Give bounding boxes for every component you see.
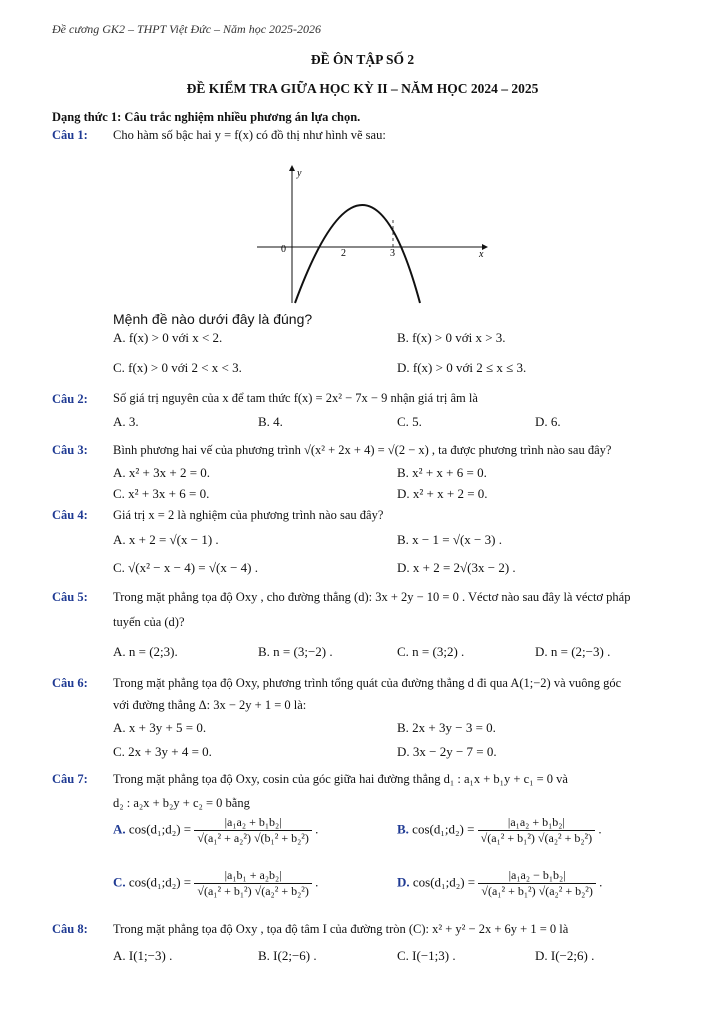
q8-option-d[interactable]: D. I(−2;6) . [535,948,595,963]
q7-text-cont: d₂ : a₂x + b₂y + c₂ = 0 bằng [113,796,250,810]
x-axis-label: x [479,249,484,260]
q6-option-a[interactable]: A. x + 3y + 5 = 0. [113,720,207,735]
q1-option-a[interactable]: A. f(x) > 0 với x < 2. [113,330,223,345]
q1-label: Câu 1: [52,128,88,142]
tick-2: 2 [341,248,346,259]
q6-option-d[interactable]: D. 3x − 2y − 7 = 0. [397,744,497,759]
q4-option-d[interactable]: D. x + 2 = 2√(3x − 2) . [397,560,516,575]
q5-option-b[interactable]: B. n = (3;−2) . [258,644,333,659]
q1-text: Cho hàm số bậc hai y = f(x) có đồ thị như hình vẽ sau: [113,128,386,142]
q2-option-b[interactable]: B. 4. [258,414,283,429]
q7-text: Trong mặt phẳng tọa độ Oxy, cosin của góc giữa hai đường thẳng d₁ : a₁x + b₁y + c₁ = 0 và [113,772,568,786]
q2-text: Số giá trị nguyên của x để tam thức f(x) = 2x² − 7x − 9 nhận giá trị âm là [113,391,478,405]
q5-text: Trong mặt phẳng tọa độ Oxy , cho đường thẳng (d): 3x + 2y − 10 = 0 . Véctơ nào sau đây là véctơ pháp [113,590,631,604]
q8-label: Câu 8: [52,922,88,936]
q7-option-d[interactable]: D. cos(d₁;d₂) = $\frac{\text{|a₁a₂ − b₁b₂|}}{\text{√(a₁² + b₁²) √(a₂² + b₂²)}}$ . [397,868,603,898]
q1-option-b[interactable]: B. f(x) > 0 với x > 3. [397,330,506,345]
q5-text-cont: tuyến của (d)? [113,615,185,629]
q8-option-a[interactable]: A. I(1;−3) . [113,948,173,963]
q7-label: Câu 7: [52,772,88,786]
q8-option-c[interactable]: C. I(−1;3) . [397,948,456,963]
q3-text: Bình phương hai vế của phương trình √(x² + 2x + 4) = √(2 − x) , ta được phương trình nào sau đây? [113,443,612,457]
q1-prompt: Mệnh đề nào dưới đây là đúng? [113,311,313,327]
q3-option-a[interactable]: A. x² + 3x + 2 = 0. [113,465,211,480]
q4-option-b[interactable]: B. x − 1 = √(x − 3) . [397,532,502,547]
page-header: Đề cương GK2 – THPT Việt Đức – Năm học 2025-2026 [52,22,322,36]
q6-text: Trong mặt phẳng tọa độ Oxy, phương trình tổng quát của đường thẳng d đi qua A(1;−2) và vuông góc [113,676,622,690]
q2-label: Câu 2: [52,392,88,406]
exam-title: ĐỀ ÔN TẬP SỐ 2 [310,52,415,67]
q5-label: Câu 5: [52,590,88,604]
q4-label: Câu 4: [52,508,88,522]
q1-option-d[interactable]: D. f(x) > 0 với 2 ≤ x ≤ 3. [397,360,527,375]
q1-option-c[interactable]: C. f(x) > 0 với 2 < x < 3. [113,360,242,375]
q7-option-a[interactable]: A. cos(d₁;d₂) = $\frac{\text{|a₁a₂ + b₁b₂|}}{\text{√(a₁² + a₂²) √(b₁² + b₂²)}}$ . [113,815,319,845]
q6-option-c[interactable]: C. 2x + 3y + 4 = 0. [113,744,212,759]
q3-option-c[interactable]: C. x² + 3x + 6 = 0. [113,486,210,501]
q5-option-c[interactable]: C. n = (3;2) . [397,644,465,659]
q2-option-c[interactable]: C. 5. [397,414,422,429]
q7-option-b[interactable]: B. cos(d₁;d₂) = $\frac{\text{|a₁a₂ + b₁b₂|}}{\text{√(a₁² + b₁²) √(a₂² + b₂²)}}$ . [397,815,602,845]
q6-option-b[interactable]: B. 2x + 3y − 3 = 0. [397,720,496,735]
q8-option-b[interactable]: B. I(2;−6) . [258,948,317,963]
part-heading: Dạng thức 1: Câu trắc nghiệm nhiều phương án lựa chọn. [52,110,361,124]
exam-subtitle: ĐỀ KIỂM TRA GIỮA HỌC KỲ II – NĂM HỌC 2024 – 2025 [186,81,539,96]
q2-option-a[interactable]: A. 3. [113,414,139,429]
q6-text-cont: với đường thẳng Δ: 3x − 2y + 1 = 0 là: [113,698,307,712]
q7-option-c[interactable]: C. cos(d₁;d₂) = $\frac{\text{|a₁b₁ + a₂b₂|}}{\text{√(a₁² + b₁²) √(a₂² + b₂²)}}$ . [113,868,319,898]
q6-label: Câu 6: [52,676,88,690]
q2-option-d[interactable]: D. 6. [535,414,561,429]
q4-option-a[interactable]: A. x + 2 = √(x − 1) . [113,532,219,547]
q5-option-a[interactable]: A. n = (2;3). [113,644,178,659]
q1-parabola-graph [255,160,495,305]
q3-option-d[interactable]: D. x² + x + 2 = 0. [397,486,488,501]
origin-label: 0 [281,244,286,255]
q8-text: Trong mặt phẳng tọa độ Oxy , tọa độ tâm I của đường tròn (C): x² + y² − 2x + 6y + 1 = 0 là [113,922,569,936]
tick-3: 3 [390,248,395,259]
q3-label: Câu 3: [52,443,88,457]
q4-option-c[interactable]: C. √(x² − x − 4) = √(x − 4) . [113,560,258,575]
q5-option-d[interactable]: D. n = (2;−3) . [535,644,611,659]
y-axis-label: y [297,168,302,179]
q3-option-b[interactable]: B. x² + x + 6 = 0. [397,465,487,480]
q4-text: Giá trị x = 2 là nghiệm của phương trình nào sau đây? [113,508,384,522]
